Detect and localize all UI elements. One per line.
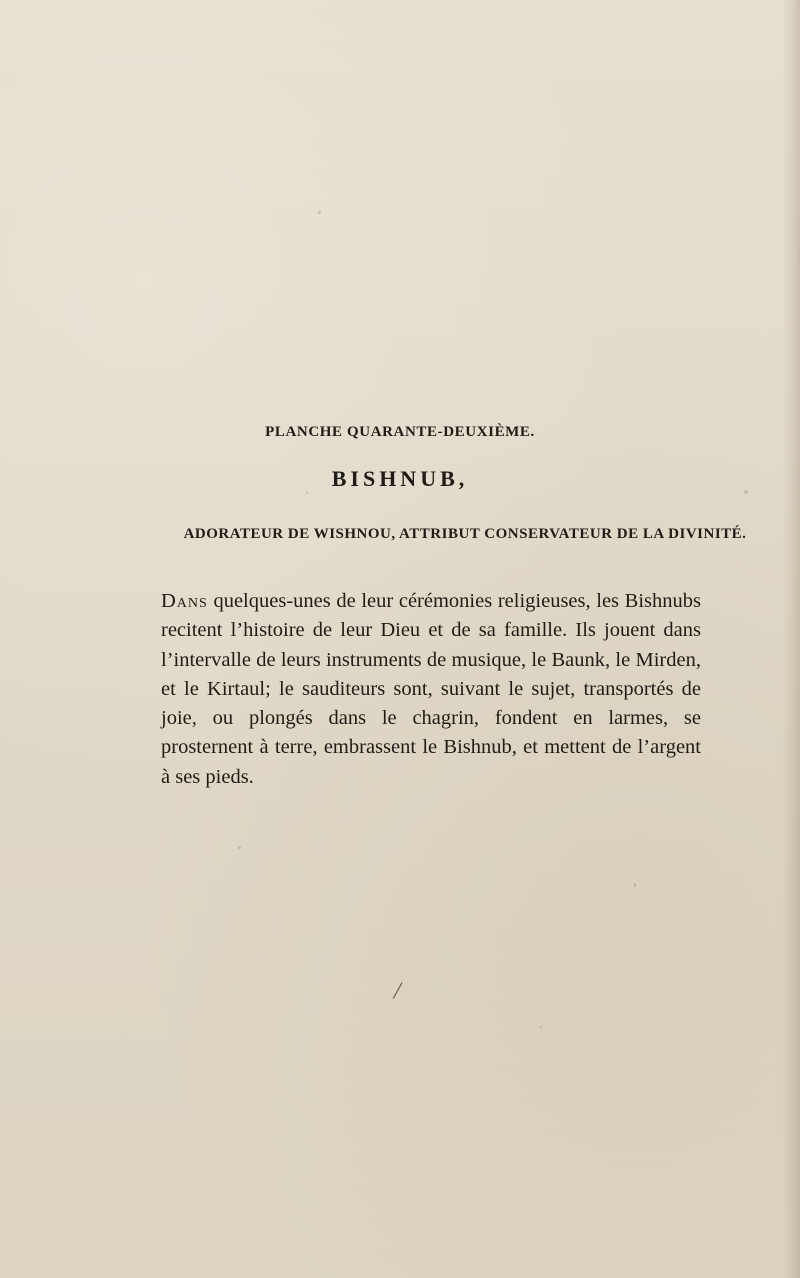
margin-mark: /	[391, 975, 404, 1006]
paragraph-text: quelques-unes de leur cérémonies religieuses, les Bishnubs recitent l’histoire de leur Dieu et de sa famille. Ils jouent dans l’intervalle de leurs instruments de musique, le Baunk, le Mirden, et le Kirtaul; le sauditeurs sont, suivant le sujet, transportés de joie, ou plongés dans le chagrin, fondent en larmes, se prosternent à terre, embrassent le Bishnub, et mettent de l’argent à ses pieds.	[161, 590, 701, 788]
body-paragraph	[161, 587, 701, 792]
paragraph-first-word: Dans	[161, 590, 208, 612]
document-subtitle: ADORATEUR DE WISHNOU, ATTRIBUT CONSERVATEUR DE LA DIVINITÉ.	[183, 526, 747, 542]
page-edge-shadow	[782, 0, 800, 1278]
plate-heading: PLANCHE QUARANTE-DEUXIÈME.	[265, 424, 535, 440]
paper-speck	[238, 846, 241, 849]
paper-speck	[318, 211, 321, 214]
paper-speck	[306, 492, 308, 494]
paper-speck	[540, 1026, 542, 1028]
paper-speck	[634, 883, 636, 887]
document-title: BISHNUB,	[331, 466, 469, 491]
